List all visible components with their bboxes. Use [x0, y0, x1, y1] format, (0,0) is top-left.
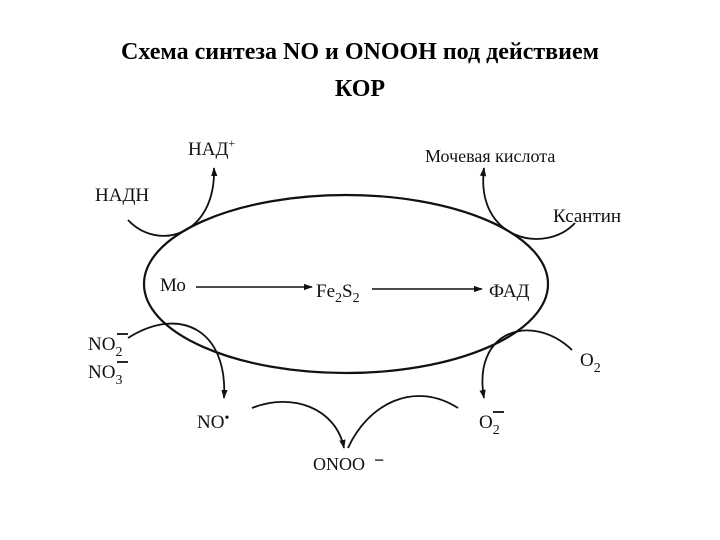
- label-no-radical: NO•: [197, 411, 230, 433]
- label-superoxide: $O_2$: [479, 412, 500, 438]
- label-fad: ФАД: [489, 281, 530, 302]
- label-peroxynitrite: ONOO: [313, 454, 365, 474]
- label-nitrate: $NO_3$: [88, 362, 123, 388]
- label-uric-acid: Мочевая кислота: [425, 146, 556, 166]
- arc-oxygen-to-superoxide: [482, 330, 572, 398]
- arc-no-to-peroxynitrite: [252, 402, 344, 448]
- arc-xanthine-to-uric-acid: [483, 168, 575, 239]
- title-line-2: КОР: [334, 76, 386, 102]
- label-nad-plus: НАД+: [188, 136, 236, 160]
- label-oxygen: $O_2$: [580, 350, 601, 376]
- arc-superoxide-to-peroxynitrite: [348, 396, 458, 448]
- peroxynitrite-minus-sign: −: [374, 450, 385, 470]
- label-fe2s2: $Fe_2S_2$: [316, 281, 360, 306]
- title-line-1: Схема синтеза NO и ONOOH под действием: [121, 39, 599, 65]
- label-nitrite: $NO_2$: [88, 334, 123, 360]
- label-nadh: НАДН: [95, 185, 150, 206]
- label-xanthine: Ксантин: [553, 206, 622, 227]
- arc-nitrite-to-no: [128, 324, 224, 398]
- label-mo: Мо: [160, 275, 186, 296]
